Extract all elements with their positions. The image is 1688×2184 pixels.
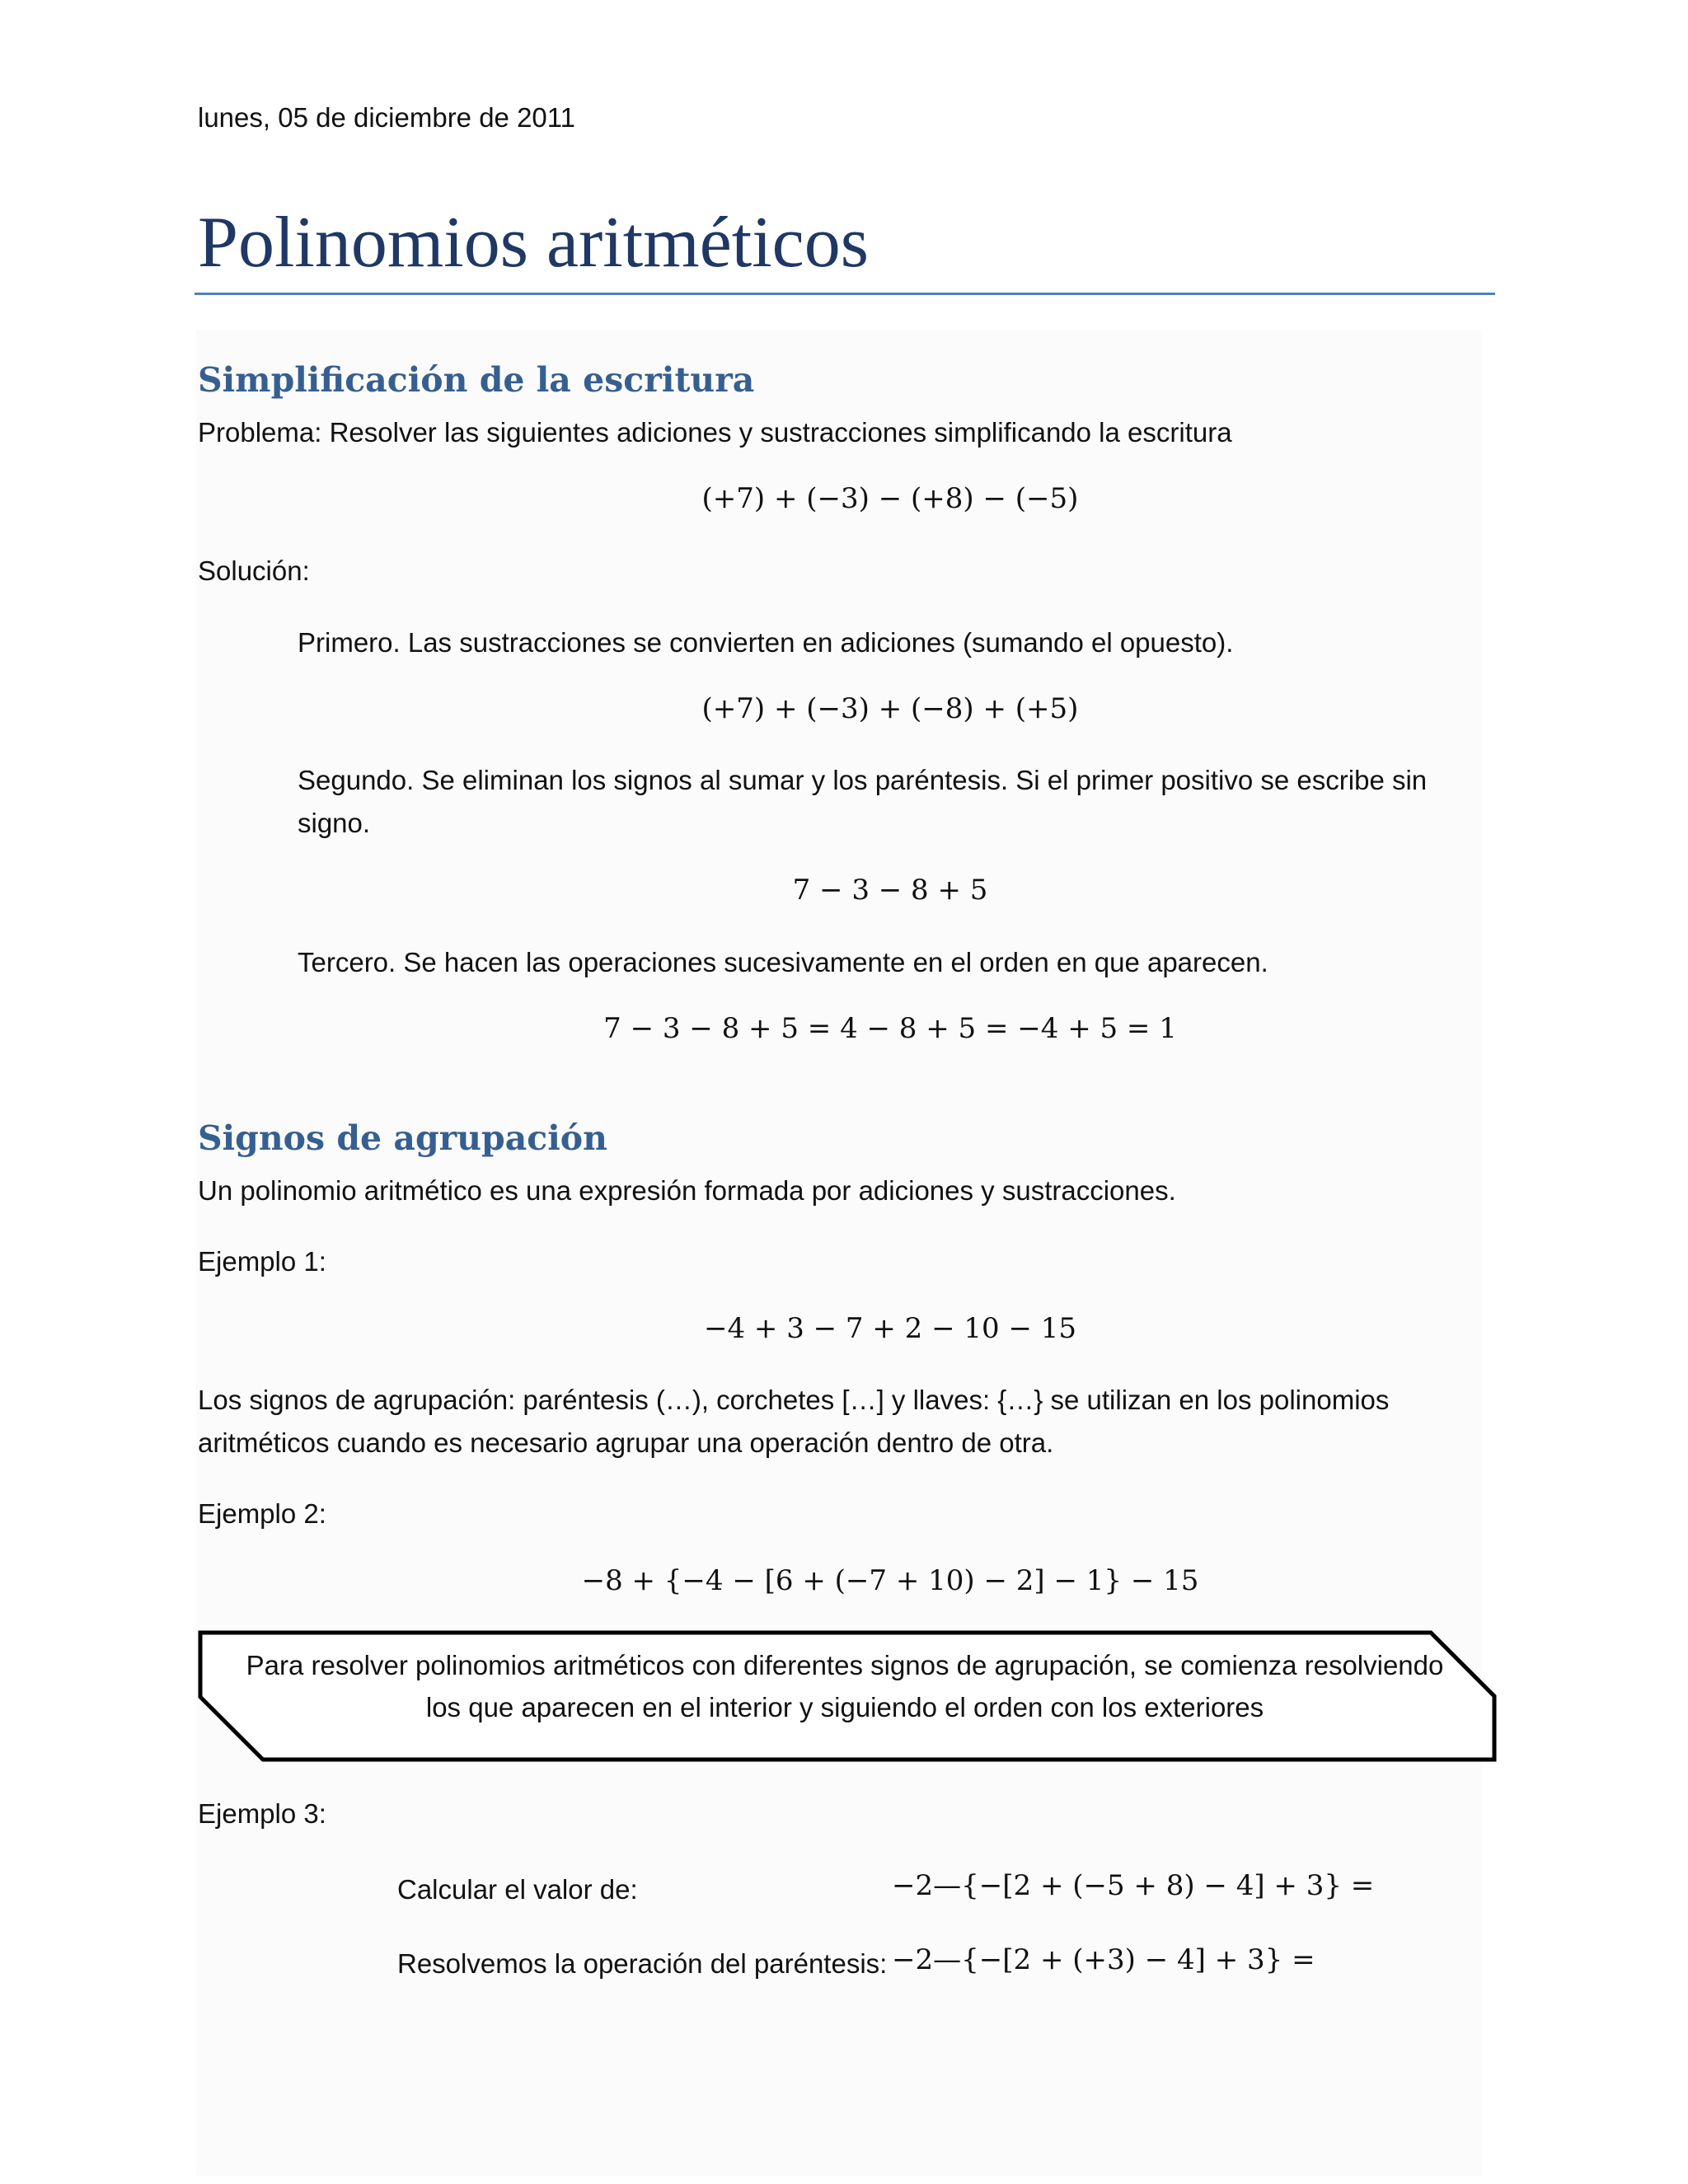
example2-label: Ejemplo 2: bbox=[198, 1498, 326, 1529]
example1-expression: −4 + 3 − 7 + 2 − 10 − 15 bbox=[703, 1312, 1077, 1345]
expression-step3: 7 − 3 − 8 + 5 = 4 − 8 + 5 = −4 + 5 = 1 bbox=[603, 1012, 1177, 1045]
date-line: lunes, 05 de diciembre de 2011 bbox=[198, 102, 576, 133]
example3-row2-expression: −2—{−[2 + (+3) − 4] + 3} = bbox=[892, 1943, 1315, 1976]
step-tercero: Tercero. Se hacen las operaciones sucesivamente en el orden en que aparecen. bbox=[298, 947, 1268, 977]
grouping-paragraph-line1: Los signos de agrupación: paréntesis (…), corchetes […] y llaves: {…} se utilizan en los polinomios bbox=[198, 1385, 1390, 1415]
solution-label: Solución: bbox=[198, 555, 310, 586]
section-heading-simplificacion: Simplificación de la escritura bbox=[198, 360, 755, 400]
callout-line1: Para resolver polinomios aritméticos con diferentes signos de agrupación, se comienza resolviendo bbox=[246, 1650, 1444, 1680]
polinomio-definition: Un polinomio aritmético es una expresión formada por adiciones y sustracciones. bbox=[198, 1175, 1176, 1206]
step-primero: Primero. Las sustracciones se convierten en adiciones (sumando el opuesto). bbox=[298, 627, 1234, 658]
expression-step1: (+7) + (−3) + (−8) + (+5) bbox=[701, 692, 1079, 725]
example1-label: Ejemplo 1: bbox=[198, 1246, 326, 1277]
expression-original: (+7) + (−3) − (+8) − (−5) bbox=[701, 482, 1079, 515]
callout-note bbox=[214, 1644, 1475, 1728]
example2-expression: −8 + {−4 − [6 + (−7 + 10) − 2] − 1} − 15 bbox=[581, 1564, 1199, 1597]
example3-row2-label: Resolvemos la operación del paréntesis: bbox=[397, 1948, 888, 1979]
page-title: Polinomios aritméticos bbox=[198, 203, 869, 283]
expression-step2: 7 − 3 − 8 + 5 bbox=[792, 874, 988, 907]
section-heading-agrupacion: Signos de agrupación bbox=[198, 1118, 607, 1158]
step-segundo-line1: Segundo. Se eliminan los signos al sumar y los paréntesis. Si el primer positivo se escribe sin bbox=[298, 765, 1428, 795]
problem-statement: Problema: Resolver las siguientes adiciones y sustracciones simplificando la escritura bbox=[198, 417, 1232, 448]
example3-row1-label: Calcular el valor de: bbox=[397, 1874, 638, 1905]
example3-label: Ejemplo 3: bbox=[198, 1798, 326, 1829]
step-segundo-line2: signo. bbox=[298, 808, 371, 838]
callout-line2: los que aparecen en el interior y siguiendo el orden con los exteriores bbox=[425, 1692, 1264, 1722]
example3-row1-expression: −2—{−[2 + (−5 + 8) − 4] + 3} = bbox=[892, 1869, 1375, 1902]
grouping-paragraph-line2: aritméticos cuando es necesario agrupar una operación dentro de otra. bbox=[198, 1427, 1054, 1458]
title-underline bbox=[195, 293, 1495, 295]
